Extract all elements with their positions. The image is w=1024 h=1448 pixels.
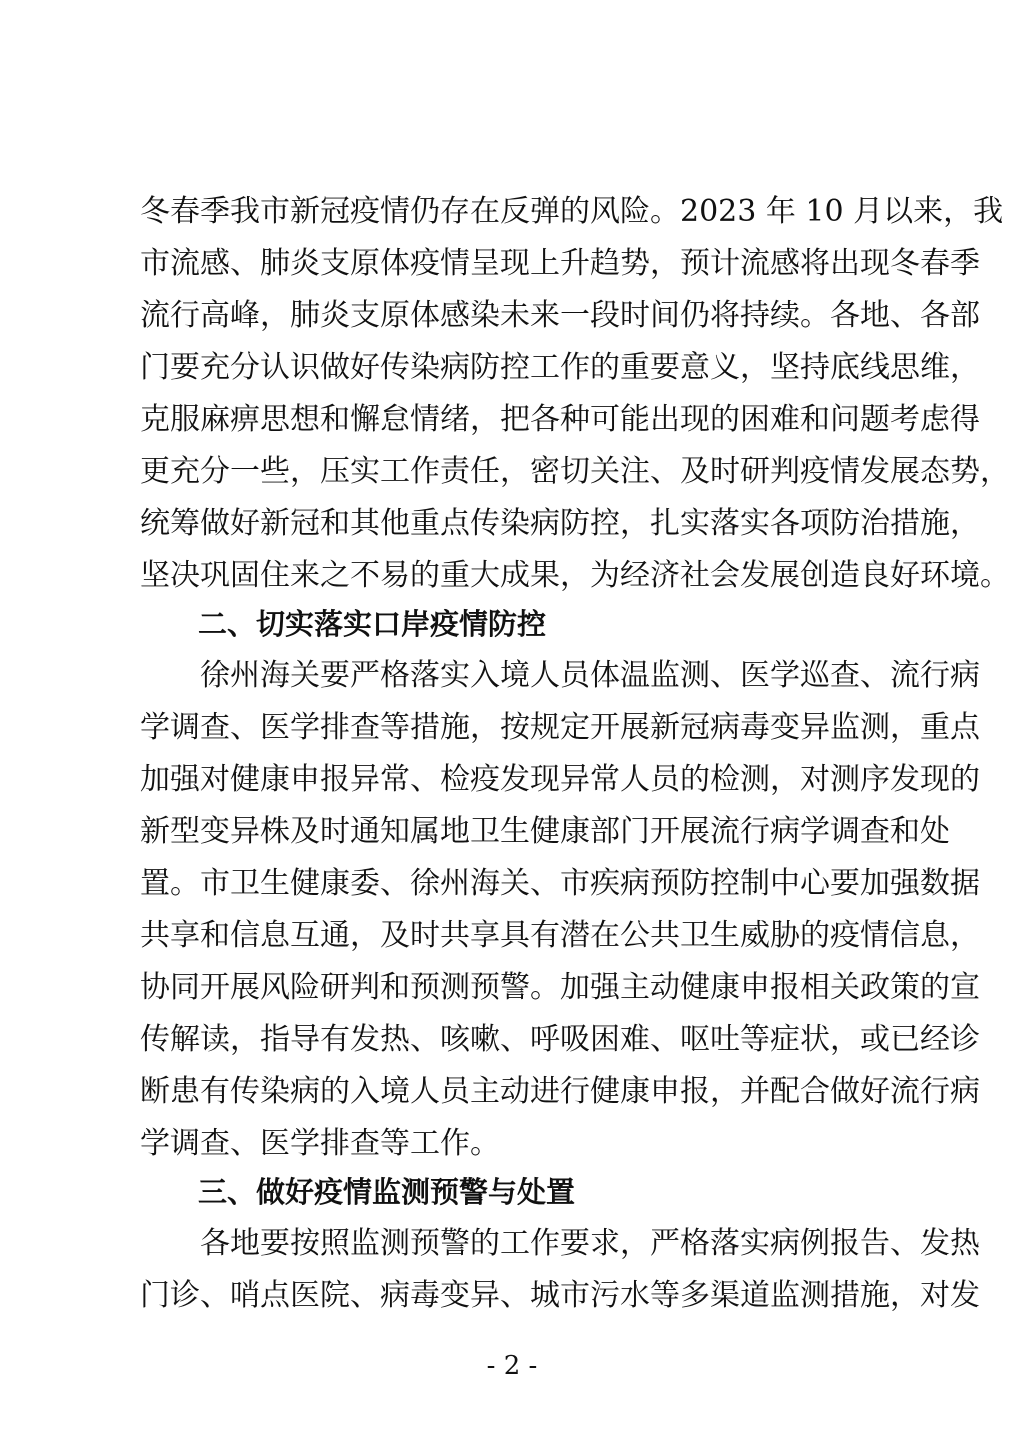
paragraph-line: 协同开展风险研判和预测预警。加强主动健康申报相关政策的宣 — [140, 970, 980, 1005]
paragraph-line: 门要充分认识做好传染病防控工作的重要意义，坚持底线思维， — [140, 350, 980, 385]
paragraph-line: 克服麻痹思想和懈怠情绪，把各种可能出现的困难和问题考虑得 — [140, 402, 980, 437]
paragraph-line: 统筹做好新冠和其他重点传染病防控，扎实落实各项防治措施， — [140, 506, 980, 541]
section-heading: 三、做好疫情监测预警与处置 — [198, 1175, 576, 1209]
paragraph-line: 门诊、哨点医院、病毒变异、城市污水等多渠道监测措施，对发 — [140, 1278, 980, 1313]
paragraph-line: 加强对健康申报异常、检疫发现异常人员的检测，对测序发现的 — [140, 762, 980, 797]
paragraph-line: 传解读，指导有发热、咳嗽、呼吸困难、呕吐等症状，或已经诊 — [140, 1022, 980, 1057]
paragraph-line: 坚决巩固住来之不易的重大成果，为经济社会发展创造良好环境。 — [140, 558, 1010, 593]
paragraph-line: 置。市卫生健康委、徐州海关、市疾病预防控制中心要加强数据 — [140, 866, 980, 901]
paragraph-line: 新型变异株及时通知属地卫生健康部门开展流行病学调查和处 — [140, 814, 950, 849]
paragraph-line: 徐州海关要严格落实入境人员体温监测、医学巡查、流行病 — [200, 658, 980, 693]
paragraph-line: 市流感、肺炎支原体疫情呈现上升趋势，预计流感将出现冬春季 — [140, 246, 980, 281]
paragraph-line: 流行高峰，肺炎支原体感染未来一段时间仍将持续。各地、各部 — [140, 298, 980, 333]
paragraph-line: 断患有传染病的入境人员主动进行健康申报，并配合做好流行病 — [140, 1074, 980, 1109]
paragraph-line: 更充分一些，压实工作责任，密切关注、及时研判疫情发展态势， — [140, 454, 1010, 489]
paragraph-line: 学调查、医学排查等措施，按规定开展新冠病毒变异监测，重点 — [140, 710, 980, 745]
page-number: - 2 - — [486, 1351, 538, 1381]
section-heading: 二、切实落实口岸疫情防控 — [198, 607, 547, 641]
paragraph-line: 共享和信息互通，及时共享具有潜在公共卫生威胁的疫情信息， — [140, 918, 980, 953]
paragraph-line: 各地要按照监测预警的工作要求，严格落实病例报告、发热 — [200, 1226, 980, 1261]
paragraph-line: 冬春季我市新冠疫情仍存在反弹的风险。2023 年 10 月以来，我 — [140, 194, 1004, 229]
paragraph-line: 学调查、医学排查等工作。 — [140, 1126, 500, 1161]
